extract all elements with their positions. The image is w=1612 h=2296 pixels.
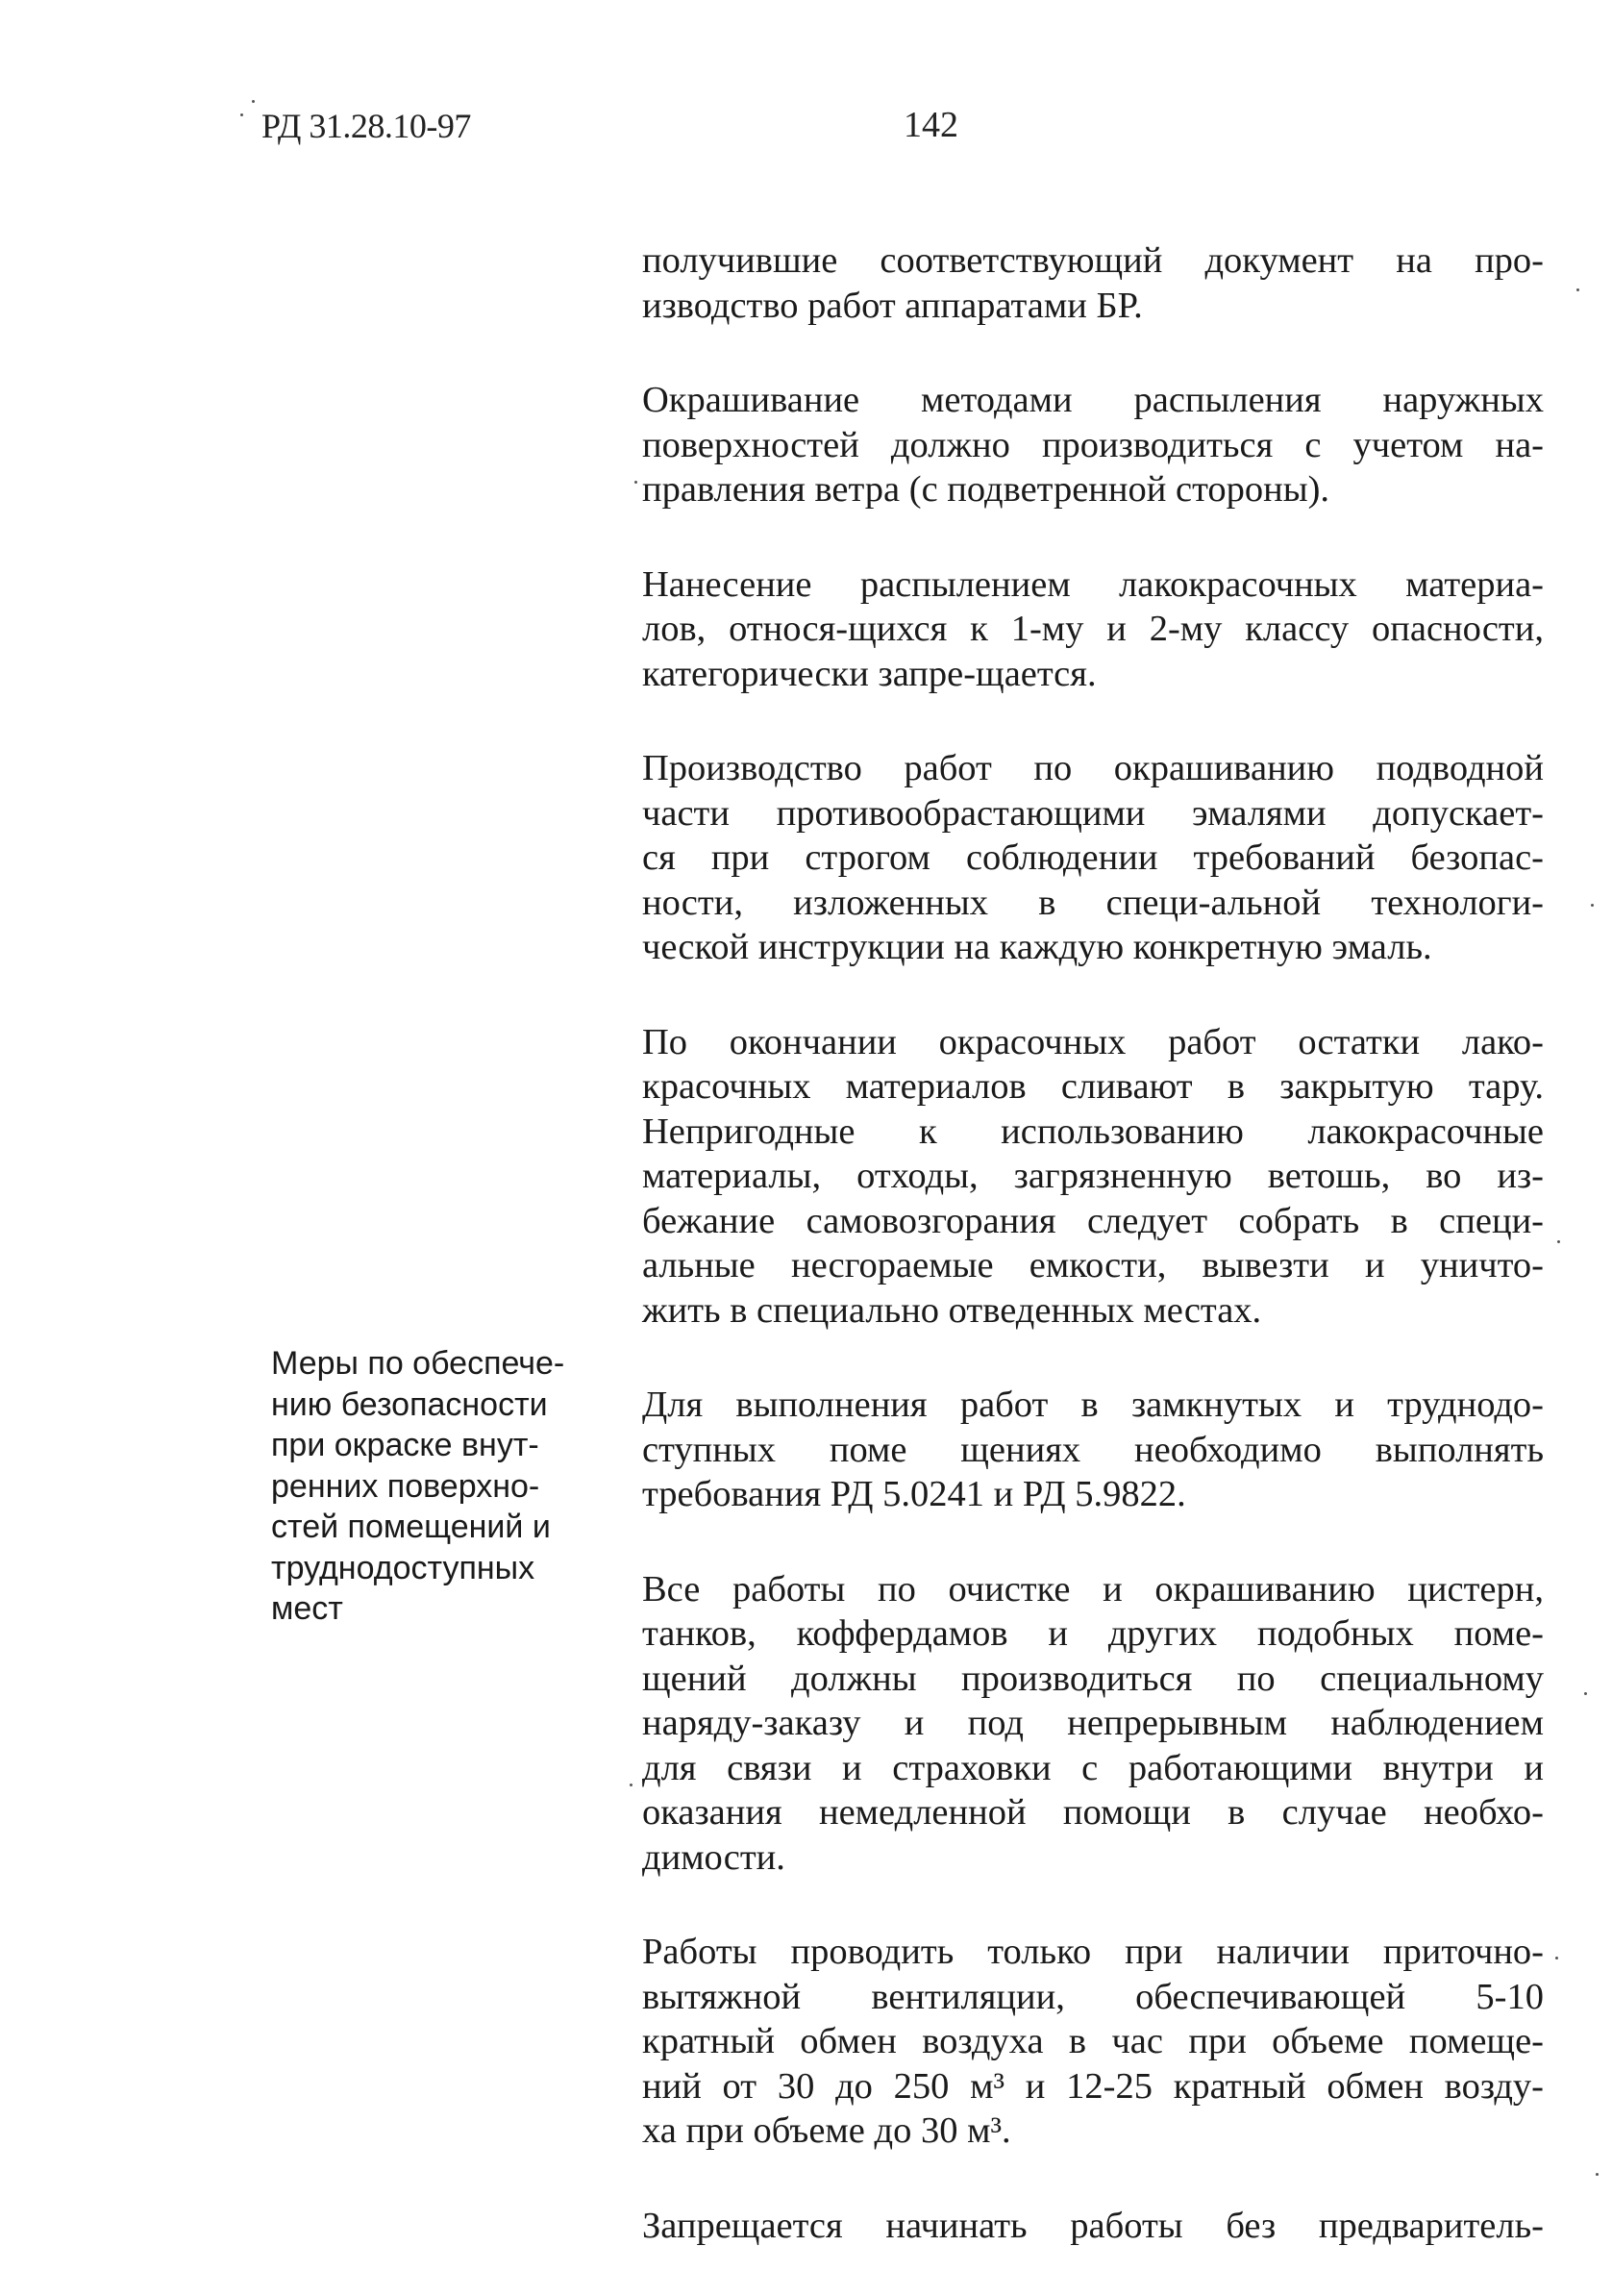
paragraph-prohibition-start <box>642 2204 1544 2249</box>
side-note-line: труднодоступных <box>271 1549 535 1586</box>
text-line: ступных поме щениях необходимо выполнять <box>642 1429 1544 1470</box>
paragraph-ventilation <box>642 1930 1544 2154</box>
text-line: Нанесение распылением лакокрасочных материа- <box>642 563 1544 605</box>
side-note-line: мест <box>271 1590 343 1627</box>
scan-speck <box>1596 2173 1599 2176</box>
paragraph-confined-spaces <box>642 1383 1544 1517</box>
text-line: Все работы по очистке и окрашиванию цистерн, <box>642 1568 1544 1610</box>
text-line: По окончании окрасочных работ остатки лако- <box>642 1021 1544 1062</box>
text-line: ний от 30 до 250 м³ и 12-25 кратный обмен возду- <box>642 2065 1544 2107</box>
text-line: Запрещается начинать работы без предваритель- <box>642 2205 1544 2246</box>
text-line: Для выполнения работ в замкнутых и труднодо- <box>642 1385 1544 1425</box>
text-line: получившие соответствующий документ на про- <box>642 240 1544 281</box>
side-note-line: Меры по обеспече- <box>271 1345 565 1382</box>
scan-speck <box>1591 904 1594 907</box>
text-line: Непригодные к использованию лакокрасочные <box>642 1111 1544 1152</box>
text-line: Работы проводить только при наличии приточно- <box>642 1932 1544 1972</box>
text-line: ности, изложенных в специ-альной технологи- <box>642 882 1544 923</box>
paragraph-tank-work <box>642 1567 1544 1881</box>
text-line: материалы, отходы, загрязненную ветошь, во из- <box>642 1156 1544 1196</box>
scan-speck <box>240 113 243 116</box>
text-line: оказания немедленной помощи в случае необхо- <box>642 1792 1544 1833</box>
paragraph-antifouling <box>642 746 1544 970</box>
text-line: части противообрастающими эмалями допускает- <box>642 792 1544 834</box>
scan-speck <box>1584 1692 1587 1695</box>
text-line: щений должны производиться по специальному <box>642 1658 1544 1699</box>
scan-speck <box>1576 288 1579 291</box>
text-line: ческой инструкции на каждую конкретную эмаль. <box>642 927 1432 967</box>
text-line: красочных материалов сливают в закрытую тару. <box>642 1066 1544 1107</box>
side-note-line: стей помещений и <box>271 1509 551 1545</box>
paragraph-spray-prohibition <box>642 562 1544 697</box>
document-code: РД 31.28.10-97 <box>261 107 471 145</box>
side-note <box>271 1343 603 1630</box>
text-line: димости. <box>642 1836 785 1878</box>
text-line: альные несгораемые емкости, вывезти и уничто- <box>642 1245 1544 1285</box>
text-line: правления ветра (с подветренной стороны). <box>642 469 1330 510</box>
text-line: изводство работ аппаратами БР. <box>642 285 1143 326</box>
scan-speck <box>252 100 255 103</box>
side-note-line: нию безопасности <box>271 1385 548 1423</box>
text-line: Производство работ по окрашиванию подводной <box>642 748 1544 788</box>
text-line: ха при объеме до 30 м³. <box>642 2110 1011 2151</box>
paragraph-spray-exterior <box>642 378 1544 512</box>
text-line: кратный обмен воздуха в час при объеме помеще- <box>642 2021 1544 2061</box>
text-line: наряду-заказу и под непрерывным наблюдением <box>642 1703 1544 1743</box>
text-line: жить в специально отведенных местах. <box>642 1289 1262 1331</box>
page-number: 142 <box>904 105 958 145</box>
scan-speck <box>634 481 637 484</box>
text-line: Окрашивание методами распыления наружных <box>642 380 1544 420</box>
text-line: для связи и страховки с работающими внутри и <box>642 1747 1544 1788</box>
side-note-line: ренних поверхно- <box>271 1467 540 1505</box>
scan-speck <box>1555 1957 1558 1959</box>
text-line: требования РД 5.0241 и РД 5.9822. <box>642 1474 1186 1514</box>
text-line: категорически запре-щается. <box>642 653 1097 694</box>
main-text-column <box>642 238 1544 2296</box>
scan-speck <box>630 1784 632 1786</box>
side-note-line: при окраске внут- <box>271 1427 539 1463</box>
text-line: поверхностей должно производиться с учетом на- <box>642 424 1544 465</box>
paragraph-waste-disposal <box>642 1020 1544 1334</box>
text-line: лов, относя-щихся к 1-му и 2-му классу опасности, <box>642 609 1544 649</box>
paragraph-continuation <box>642 238 1544 328</box>
text-line: ся при строгом соблюдении требований безопас- <box>642 837 1544 878</box>
text-line: вытяжной вентиляции, обеспечивающей 5-10 <box>642 1976 1544 2017</box>
text-line: бежание самовозгорания следует собрать в специ- <box>642 1200 1544 1241</box>
text-line: танков, коффердамов и других подобных поме- <box>642 1613 1544 1654</box>
scan-speck <box>1557 1240 1560 1243</box>
